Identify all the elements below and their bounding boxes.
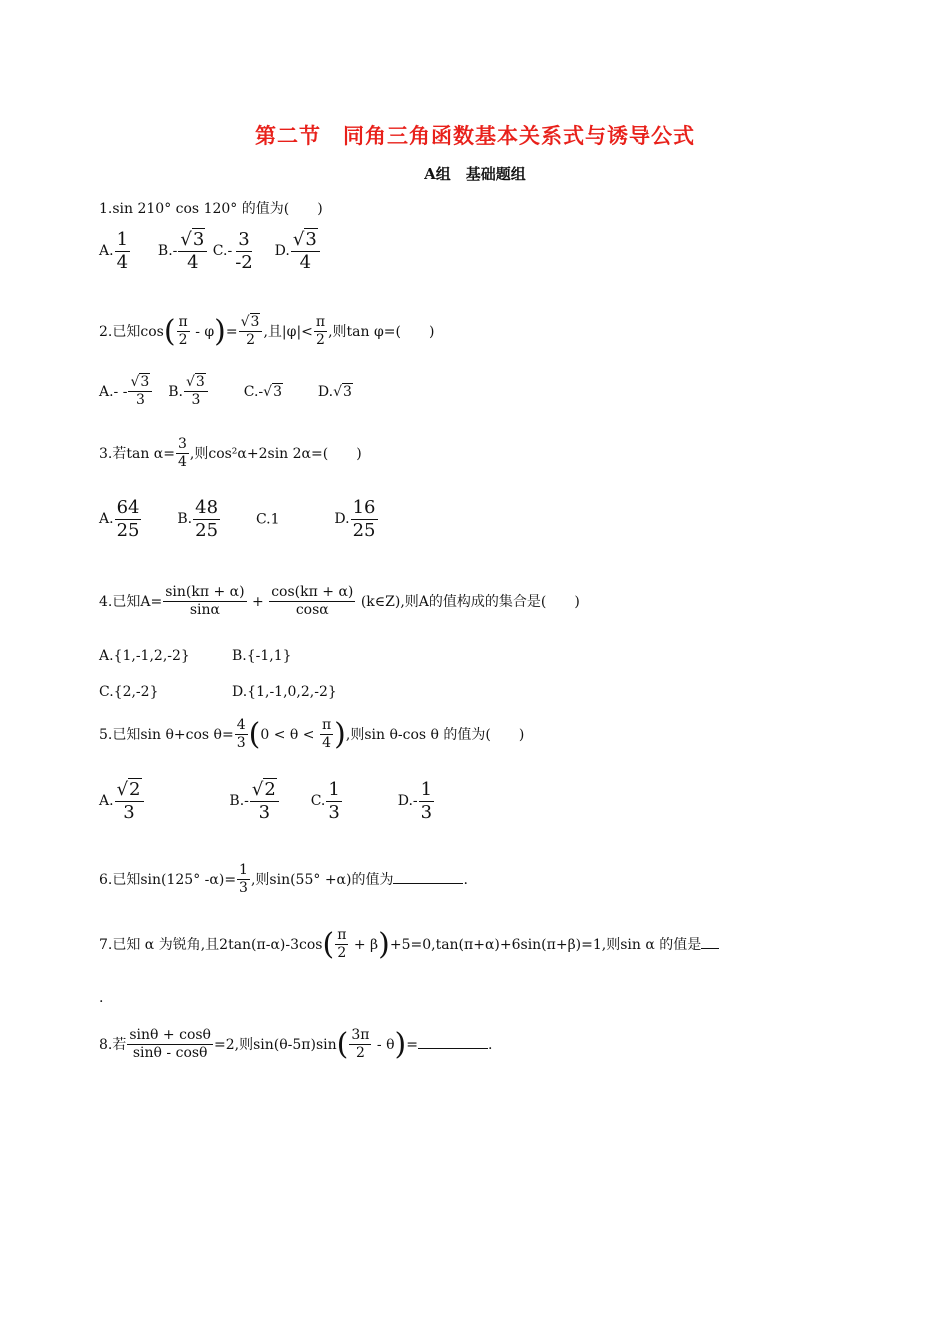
question-7-stem: 7.已知 α 为锐角,且2tan(π-α)-3cos( $\frac{\pi}{2}$ + β)+5=0,tan(π+α)+6sin(π+β)=1,则sin α 的值是 — [99, 928, 719, 962]
option-d: D.√3 — [317, 383, 352, 400]
option-d: D.{1,-1,0,2,-2} — [232, 684, 337, 700]
answer-blank[interactable] — [393, 883, 463, 884]
option-a: A.{1,-1,2,-2} — [99, 648, 190, 664]
question-1-options — [99, 230, 321, 273]
option-c: C.1 — [255, 511, 280, 528]
option-c: C. $\frac{1}{3}$ — [310, 779, 340, 823]
option-b: B. $\frac{48}{25}$ — [177, 497, 219, 541]
question-3-options — [99, 498, 379, 541]
question-2-stem: 2.已知cos( $\frac{\pi}{2}$ - φ)= $\frac{√3}{2}$ ,且|φ|< $\frac{\pi}{2}$ ,则tan φ=( ) — [99, 313, 435, 349]
option-a: A. $\frac{1}{4}$ — [99, 229, 129, 273]
option-c: C.{2,-2} — [99, 684, 159, 700]
option-c: C.-√3 — [243, 383, 282, 400]
answer-blank[interactable] — [418, 1048, 488, 1049]
option-b: B.- $\frac{√2}{3}$ — [229, 793, 279, 809]
question-5-stem: 5.已知sin θ+cos θ= $\frac{4}{3}$ (0 < θ < $\frac{\pi}{4}$ ),则sin θ-cos θ 的值为( ) — [99, 716, 525, 752]
question-4-stem: 4.已知A= $\frac{\sin(k\pi + \alpha)}{\sin\alpha}$ + $\frac{\cos(k\pi + \alpha)}{\cos\alpha}$ (k∈Z),则A的值构成的集合是( ) — [99, 584, 580, 619]
question-5-options — [99, 780, 435, 823]
option-d: D.- $\frac{1}{3}$ — [397, 779, 433, 823]
answer-blank[interactable] — [701, 948, 719, 949]
option-b: B.{-1,1} — [232, 648, 292, 664]
option-a: A. $\frac{64}{25}$ — [99, 497, 140, 541]
option-c: C.- $\frac{3}{-2}$ — [212, 229, 253, 273]
question-8-stem: 8.若 $\frac{\sin\theta + \cos\theta}{\sin\theta - \cos\theta}$ =2,则sin(θ-5π)sin( $\frac{3\pi}{2}$ - θ)= . — [99, 1026, 493, 1062]
page-title: 第二节 同角三角函数基本关系式与诱导公式 — [255, 123, 695, 148]
option-a: A.- - $\frac{√3}{3}$ — [99, 384, 153, 400]
option-d: D. $\frac{√3}{4}$ — [275, 243, 321, 259]
option-d: D. $\frac{16}{25}$ — [334, 497, 376, 541]
question-1-stem: 1.sin 210° cos 120° 的值为( ) — [99, 201, 323, 217]
question-2-options — [99, 375, 353, 409]
option-a: A. $\frac{√2}{3}$ — [99, 793, 145, 809]
question-3-stem: 3.若tan α= $\frac{3}{4}$ ,则cos²α+2sin 2α=( ) — [99, 436, 362, 471]
question-6-stem: 6.已知sin(125° -α)= $\frac{1}{3}$ ,则sin(55° +α)的值为 . — [99, 862, 468, 897]
section-subtitle: A组 基础题组 — [424, 165, 526, 183]
question-7-end: . — [99, 990, 104, 1006]
option-b: B. $\frac{√3}{3}$ — [168, 384, 209, 400]
option-b: B.- $\frac{√3}{4}$ — [158, 243, 208, 259]
